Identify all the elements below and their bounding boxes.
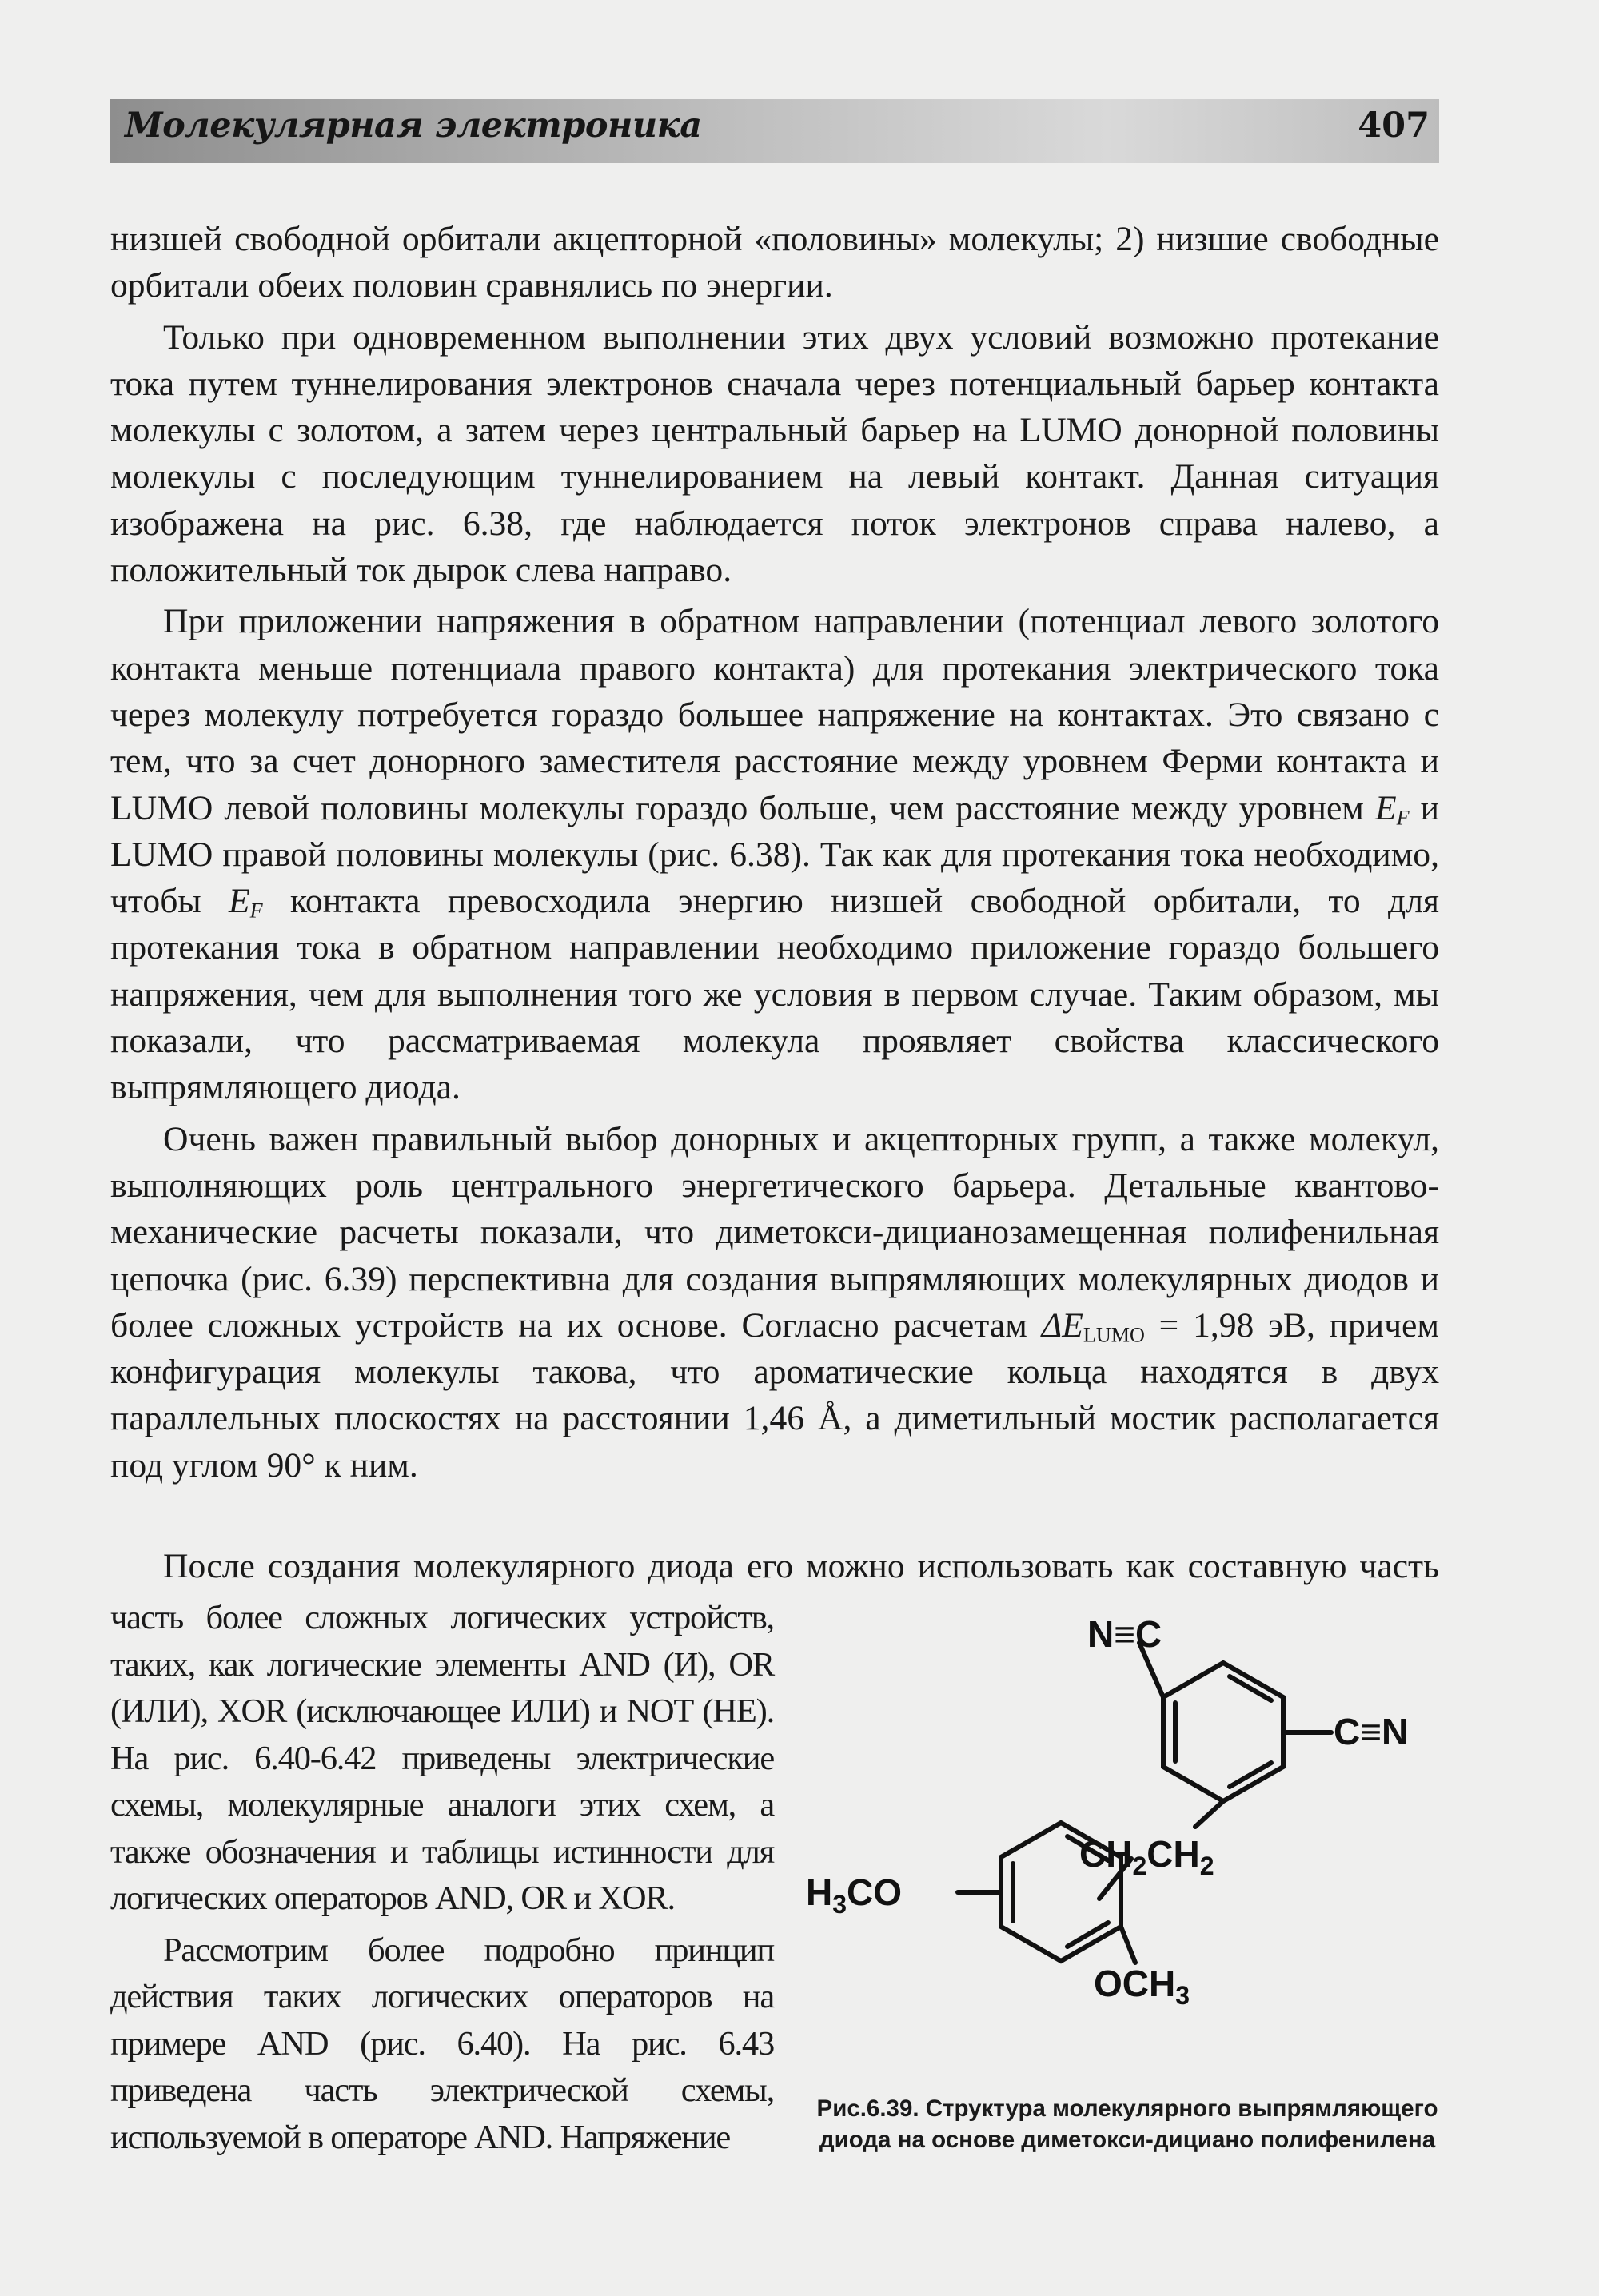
paragraph: После создания молекулярного диода его можно использовать как составную часть — [163, 1547, 1439, 1585]
nitrile-group-left: N≡C — [1087, 1613, 1162, 1655]
nitrile-group-right: C≡N — [1334, 1711, 1409, 1752]
left-column-text — [110, 1595, 774, 2161]
delta-e-lumo-symbol: $\Delta E_{LUMO}$ — [1041, 1305, 1145, 1347]
methoxy-group-left: $H_3CO$ — [806, 1871, 903, 1919]
paragraph: Только при одновременном выполнении этих двух условий возможно протекание тока путем туннелирования электронов сначала через потенциальный барьер контакта молекулы с золотом, а затем через центральный барьер на LUMO донорной половины молекулы с последующим туннелированием на левый контакт. Данная ситуация изображена на рис. 6.38, где наблюдается поток электронов справа налево, а положительный ток дырок слева направо. — [110, 317, 1439, 590]
paragraph-logic-intro-first-line — [110, 1543, 1439, 1589]
paragraph-text: и LUMO правой половины молекулы (рис. 6.38). Так как для протекания тока необходимо, чтобы — [110, 788, 1439, 921]
fermi-energy-symbol: $E_F$ — [1374, 788, 1410, 830]
paragraph: низшей свободной орбитали акцепторной «половины» молекулы; 2) низшие свободные орбитали обеих половин сравнялись по энергии. — [110, 220, 1439, 305]
body-text — [110, 216, 1439, 1493]
running-header-title: Молекулярная электроника — [125, 106, 702, 145]
paragraph — [110, 1116, 1439, 1489]
molecule-structure-diagram — [784, 1587, 1471, 2011]
paragraph-text: При приложении напряжения в обратном направлении (потенциал левого золотого контакта меньше потенциала правого контакта) для протекания электрического тока через молекулу потребуется гораздо большее напряжение на контактах. Это связано с тем, что за счет донорного заместителя расстояние между уровнем Ферми контакта и LUMO левой половины молекулы гораздо больше, чем расстояние между уровнем — [110, 602, 1439, 827]
paragraph-text: Очень важен правильный выбор донорных и акцепторных групп, а также молекул, выполняющих роль центрального энергетического барьера. Детальные квантово-механические расчеты показали, что диметокси-дицианозамещенная полифенильная цепочка (рис. 6.39) перспективна для создания выпрямляющих молекулярных диодов и более сложных устройств на их основе. Согласно расчетам — [110, 1119, 1439, 1345]
methoxy-group-bottom: $OCH_3$ — [1094, 1963, 1190, 2010]
paragraph-text: контакта превосходила энергию низшей свободной орбитали, то для протекания тока в обратном направлении необходимо приложение гораздо большего напряжения, чем для выполнения того же условия в первом случае. Таким образом, мы показали, что рассматриваемая молекула проявляет свойства классического выпрямляющего диода. — [110, 882, 1439, 1107]
figure-6-39 — [784, 1587, 1471, 2011]
paragraph — [110, 598, 1439, 1110]
figure-caption — [800, 2093, 1455, 2155]
figure-caption-label: Рис.6.39. — [816, 2095, 919, 2122]
methoxy-bond-bottom — [1121, 1927, 1135, 1963]
upper-benzene-ring — [1163, 1663, 1283, 1801]
paragraph: Рассмотрим более подробно принцип действия таких логических операторов на примере AND (рис. 6.40). На рис. 6.43 приведена часть электрической схемы, используемой в операторе AND. Напряжение — [110, 1931, 774, 2156]
fermi-energy-symbol: $E_F$ — [229, 882, 263, 923]
bridge-bond-upper — [1195, 1801, 1223, 1827]
figure-caption-text: Структура молекулярного выпрямляющего диода на основе диметокси-дициано полифенилена — [819, 2095, 1438, 2153]
paragraph-logic-intro-rest: часть более сложных логических устройств, таких, как логические элементы AND (И), OR (ИЛИ), XOR (исключающее ИЛИ) и NOT (НЕ). На рис. 6.40-6.42 приведены электрические схемы, молекулярные аналоги этих схем, а также обозначения и таблицы истинности для логических операторов AND, OR и XOR. — [110, 1599, 774, 1917]
paragraph-text: = 1,98 эВ, причем конфигурация молекулы такова, что ароматические кольца находятся в двух параллельных плоскостях на расстоянии 1,46 Å, а диметильный мостик располагается под углом 90° к ним. — [110, 1305, 1439, 1485]
page-number: 407 — [1358, 106, 1430, 145]
ethylene-bridge-label: $CH_2CH_2$ — [1079, 1833, 1214, 1880]
